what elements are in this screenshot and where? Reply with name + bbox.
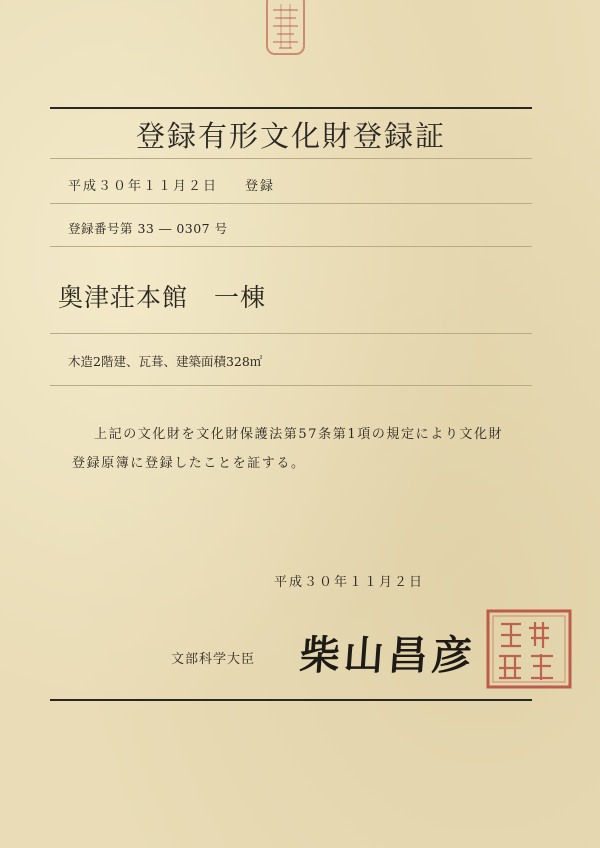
divider-4: [50, 385, 532, 386]
property-name: 奥津荘本館 一棟: [58, 283, 267, 312]
minister-seal-stamp: [485, 608, 573, 690]
bottom-rule: [50, 699, 532, 701]
title-bottom-rule: [50, 158, 532, 159]
registration-status: 登録: [245, 179, 276, 194]
divider-1: [50, 203, 532, 204]
minister-title: 文部科学大臣: [171, 652, 256, 667]
certificate-title: 登録有形文化財登録証: [135, 119, 446, 153]
divider-2: [50, 246, 532, 247]
certification-statement: 上記の文化財を文化財保護法第57条第1項の規定により文化財登録原簿に登録したことを証する。: [72, 427, 504, 471]
top-seal-stamp: [263, 0, 308, 60]
registration-date: 平成３０年１１月２日: [68, 179, 219, 194]
divider-3: [50, 333, 532, 334]
title-top-rule: [50, 107, 532, 109]
registration-number: 登録番号第 33 ― 0307 号: [68, 221, 228, 236]
property-description: 木造2階建、瓦葺、建築面積328㎡: [68, 354, 263, 369]
issue-date: 平成３０年１１月２日: [274, 575, 425, 590]
minister-signature: 柴山昌彦: [298, 632, 478, 679]
